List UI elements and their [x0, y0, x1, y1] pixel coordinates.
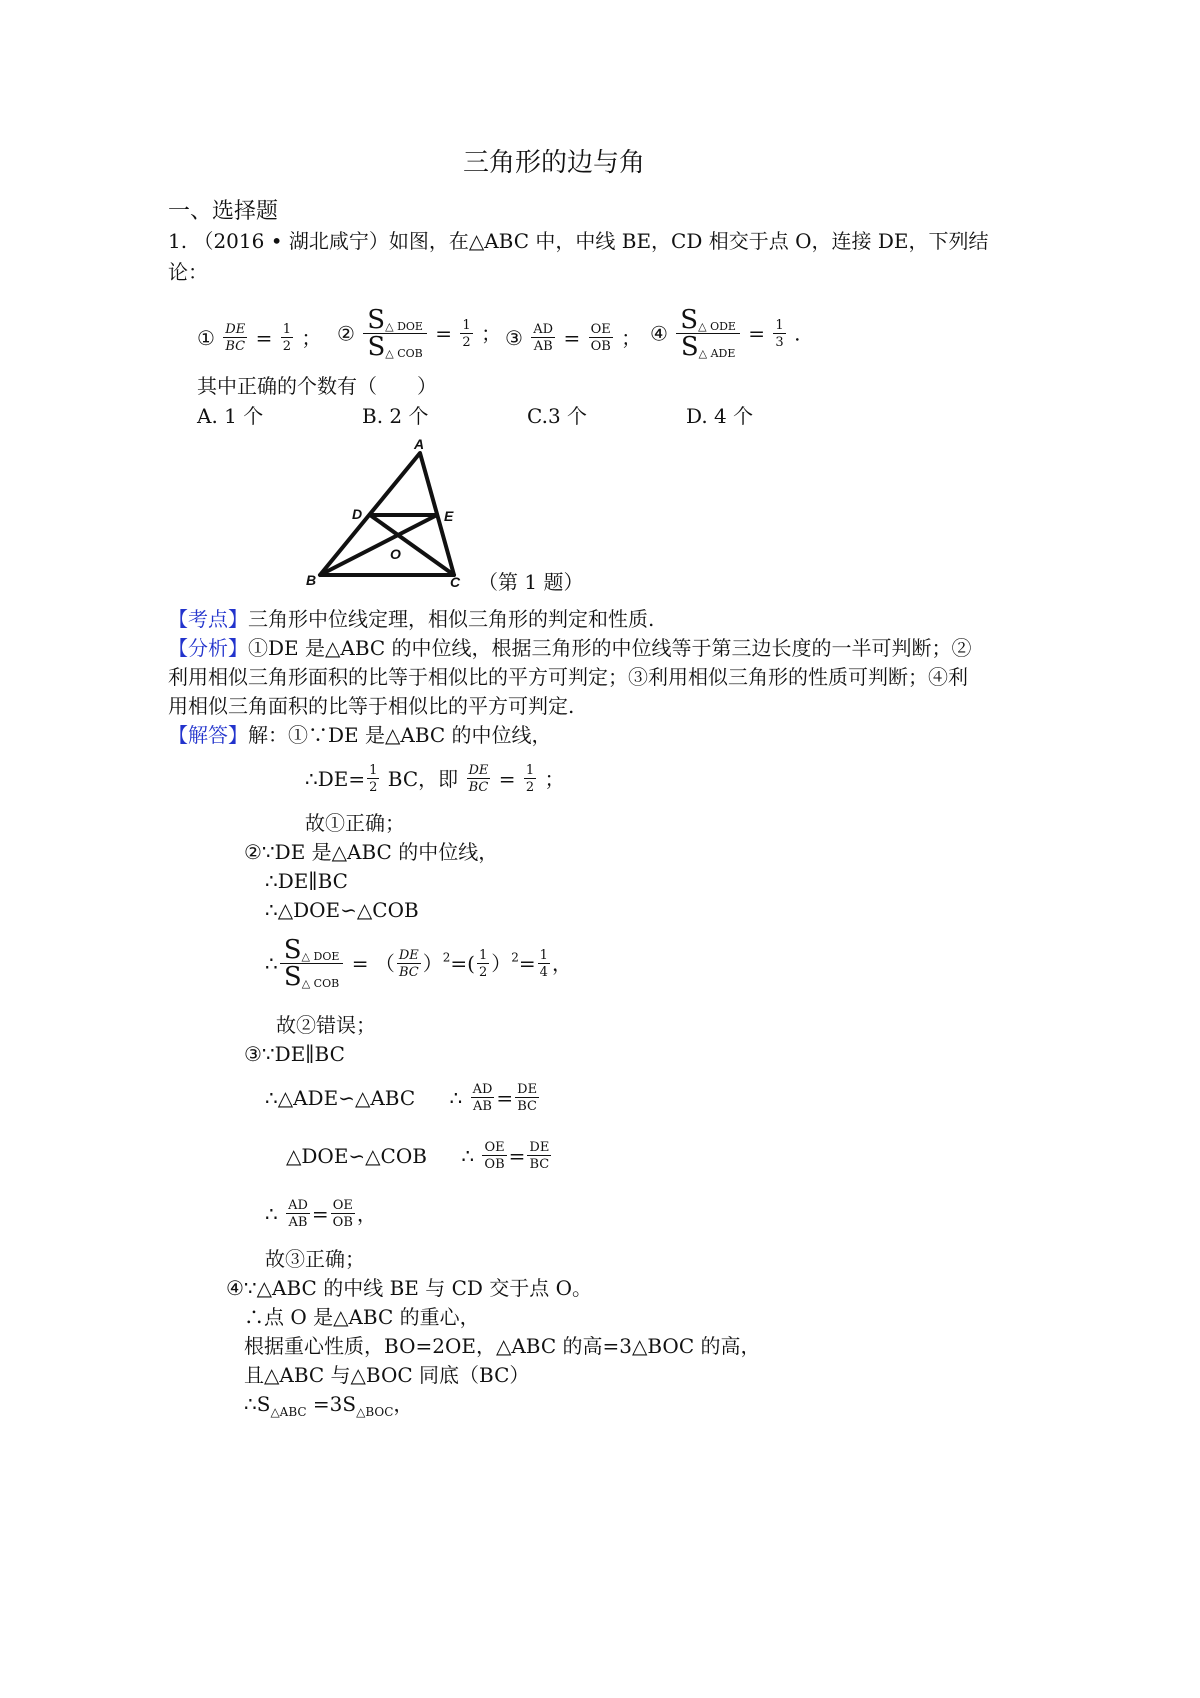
equals: = — [435, 321, 453, 346]
area-subscript: △ DOE — [385, 320, 423, 333]
step4-line-a: ④∵△ABC 的中线 BE 与 CD 交于点 O。 — [226, 1276, 593, 1300]
separator: . — [794, 321, 801, 346]
step3-line-d — [265, 1199, 377, 1229]
separator: ； — [301, 326, 322, 350]
denominator: OB — [332, 1215, 353, 1230]
page-title: 三角形的边与角 — [463, 148, 646, 178]
conclusion-mark: ③ — [505, 326, 523, 350]
area-fraction — [676, 307, 740, 360]
fraction — [397, 949, 421, 979]
fraction — [589, 323, 613, 353]
step1-equation — [305, 764, 565, 794]
numerator: DE — [398, 947, 419, 963]
step2-line-c: ∴△DOE∽△COB — [265, 898, 419, 922]
option-b: B. 2 个 — [362, 404, 429, 428]
numerator: 1 — [369, 763, 378, 778]
fenxi-tag: 【分析】 — [168, 636, 248, 660]
numerator: OE — [482, 1141, 506, 1156]
equals: = — [496, 1086, 514, 1110]
numerator: 1 — [478, 947, 488, 963]
numerator — [363, 307, 427, 334]
equals: = — [255, 326, 273, 350]
question-text-line-1: 1. （2016 • 湖北咸宁）如图，在△ABC 中，中线 BE，CD 相交于点 O，连接 DE，下列结 — [168, 229, 989, 253]
subscript: △BOC — [356, 1405, 394, 1419]
denominator: BC — [398, 964, 419, 980]
question-prompt: 其中正确的个数有（ ） — [197, 374, 437, 398]
text: = （ — [345, 951, 395, 976]
denominator: AB — [473, 1099, 492, 1114]
fraction — [286, 1199, 310, 1229]
separator: ； — [621, 326, 642, 350]
fraction — [531, 323, 555, 353]
equals: = — [748, 321, 766, 346]
text: ∴DE= — [305, 767, 366, 791]
therefore: ∴ — [461, 1144, 475, 1168]
denominator — [280, 964, 344, 990]
text: ） — [422, 951, 443, 976]
denominator: 2 — [462, 334, 471, 350]
text: △DOE∽△COB — [286, 1144, 427, 1168]
denominator: 2 — [369, 780, 378, 795]
text: ， — [551, 951, 572, 976]
step4-line-d: 且△ABC 与△BOC 同底（BC） — [244, 1363, 530, 1387]
denominator: 2 — [525, 780, 535, 795]
triangle-figure — [298, 435, 478, 595]
conclusion-2 — [337, 307, 501, 360]
denominator: OB — [590, 339, 611, 354]
text: =3S — [306, 1392, 357, 1416]
equals: = — [492, 767, 522, 791]
fraction — [471, 1083, 495, 1113]
denominator — [676, 334, 740, 360]
fraction — [223, 323, 247, 353]
text: ∴△ADE∽△ABC — [265, 1086, 416, 1110]
area-subscript: △ ADE — [698, 347, 736, 360]
jieda-line — [168, 723, 552, 747]
denominator: AB — [288, 1215, 308, 1230]
area-fraction — [280, 937, 344, 990]
numerator: 1 — [525, 763, 535, 778]
numerator: 1 — [282, 322, 291, 337]
fraction — [367, 764, 379, 794]
area-subscript: △ COB — [385, 347, 423, 360]
step2-result: 故②错误； — [276, 1013, 376, 1037]
vertex-label-e: E — [444, 508, 454, 524]
step3-line-c — [286, 1141, 553, 1171]
option-d: D. 4 个 — [686, 404, 754, 428]
subscript: △ABC — [270, 1405, 307, 1419]
numerator: OE — [331, 1199, 355, 1214]
option-a: A. 1 个 — [197, 404, 264, 428]
fenxi-line-2: 利用相似三角形面积的比等于相似比的平方可判定；③利用相似三角形的性质可判断；④利 — [168, 665, 968, 689]
text: ∴ — [265, 951, 278, 976]
fraction — [524, 764, 536, 794]
area-symbol: S — [680, 305, 699, 335]
denominator: 2 — [282, 339, 291, 354]
fraction — [331, 1199, 355, 1229]
fraction — [482, 1141, 506, 1171]
equals: = — [563, 326, 581, 350]
section-heading: 一、选择题 — [168, 199, 279, 224]
conclusion-mark: ④ — [650, 321, 668, 346]
conclusion-1 — [197, 323, 321, 353]
exponent: 2 — [511, 950, 519, 965]
exponent: 2 — [442, 950, 451, 965]
denominator: OB — [484, 1157, 505, 1172]
median-be — [320, 515, 437, 575]
fraction — [773, 319, 785, 349]
conclusion-3 — [505, 323, 641, 353]
text: ； — [538, 767, 565, 791]
step4-line-e — [244, 1392, 413, 1424]
numerator: AD — [288, 1198, 308, 1213]
area-symbol: S — [367, 332, 386, 362]
denominator — [363, 334, 427, 360]
denominator: 4 — [539, 964, 548, 980]
vertex-label-c: C — [450, 574, 461, 590]
step3-line-b — [265, 1083, 541, 1113]
area-symbol: S — [367, 305, 386, 335]
step2-line-a: ②∵DE 是△ABC 的中位线， — [244, 840, 499, 864]
numerator: 1 — [462, 317, 471, 333]
fenxi-text-1: ①DE 是△ABC 的中位线，根据三角形的中位线等于第三边长度的一半可判断；② — [248, 636, 972, 660]
vertex-label-b: B — [306, 572, 317, 588]
area-subscript: △ COB — [301, 977, 340, 990]
denominator: BC — [225, 339, 246, 354]
text: = — [518, 951, 536, 976]
numerator: DE — [468, 763, 489, 778]
text: BC，即 — [381, 767, 465, 791]
kaodian-tag: 【考点】 — [168, 607, 248, 631]
fraction — [477, 949, 489, 979]
numerator: 1 — [775, 317, 784, 333]
jieda-intro: 解：①∵DE 是△ABC 的中位线， — [248, 723, 552, 747]
denominator: 3 — [775, 334, 784, 350]
area-fraction — [363, 307, 427, 360]
fraction — [281, 323, 293, 353]
text: ∴S — [244, 1392, 271, 1416]
conclusion-mark: ② — [337, 321, 355, 346]
equals: = — [508, 1144, 526, 1168]
therefore: ∴ — [449, 1086, 463, 1110]
text: ） — [491, 951, 512, 976]
option-c: C.3 个 — [527, 404, 588, 428]
question-text-line-2: 论： — [168, 260, 208, 284]
figure-caption: （第 1 题） — [478, 570, 584, 594]
denominator: 2 — [478, 964, 488, 980]
equals: = — [311, 1202, 329, 1226]
numerator — [676, 307, 740, 334]
numerator: DE — [529, 1140, 550, 1155]
conclusion-4 — [650, 307, 800, 360]
numerator: DE — [225, 322, 246, 337]
denominator: BC — [529, 1157, 550, 1172]
area-symbol: S — [283, 962, 302, 992]
point-label-o: O — [390, 546, 401, 562]
denominator: BC — [517, 1099, 537, 1114]
fenxi-line-3: 用相似三角面积的比等于相似比的平方可判定. — [168, 694, 575, 718]
step2-line-b: ∴DE∥BC — [265, 869, 348, 893]
numerator: 1 — [539, 947, 548, 963]
area-subscript: △ DOE — [301, 950, 340, 963]
step4-line-b: ∴点 O 是△ABC 的重心， — [244, 1305, 480, 1329]
numerator — [280, 937, 344, 964]
area-symbol: S — [283, 935, 302, 965]
fenxi-line-1 — [168, 636, 972, 660]
step3-line-a: ③∵DE∥BC — [244, 1042, 345, 1066]
area-subscript: △ ODE — [698, 320, 736, 333]
separator: ； — [481, 321, 502, 346]
jieda-tag: 【解答】 — [168, 723, 248, 747]
conclusion-mark: ① — [197, 326, 215, 350]
area-symbol: S — [680, 332, 699, 362]
kaodian-text: 三角形中位线定理，相似三角形的判定和性质. — [248, 607, 655, 631]
fraction — [515, 1083, 539, 1113]
fraction — [527, 1141, 551, 1171]
numerator: AD — [472, 1082, 493, 1097]
fraction — [460, 319, 472, 349]
numerator: OE — [589, 323, 613, 338]
fraction — [538, 949, 550, 979]
text: ， — [393, 1392, 414, 1416]
denominator: AB — [533, 339, 553, 354]
step3-result: 故③正确； — [265, 1247, 365, 1271]
numerator: AD — [533, 322, 554, 337]
text: =( — [450, 951, 475, 976]
vertex-label-a: A — [414, 436, 425, 452]
numerator: DE — [517, 1082, 538, 1097]
step4-line-c: 根据重心性质，BO=2OE，△ABC 的高=3△BOC 的高， — [244, 1334, 761, 1358]
denominator: BC — [468, 780, 489, 795]
kaodian-line — [168, 607, 654, 631]
text: ， — [356, 1202, 377, 1226]
fraction — [467, 764, 491, 794]
vertex-label-d: D — [352, 506, 363, 522]
step1-result: 故①正确； — [305, 811, 405, 835]
step2-equation — [265, 937, 572, 990]
therefore: ∴ — [265, 1202, 278, 1226]
